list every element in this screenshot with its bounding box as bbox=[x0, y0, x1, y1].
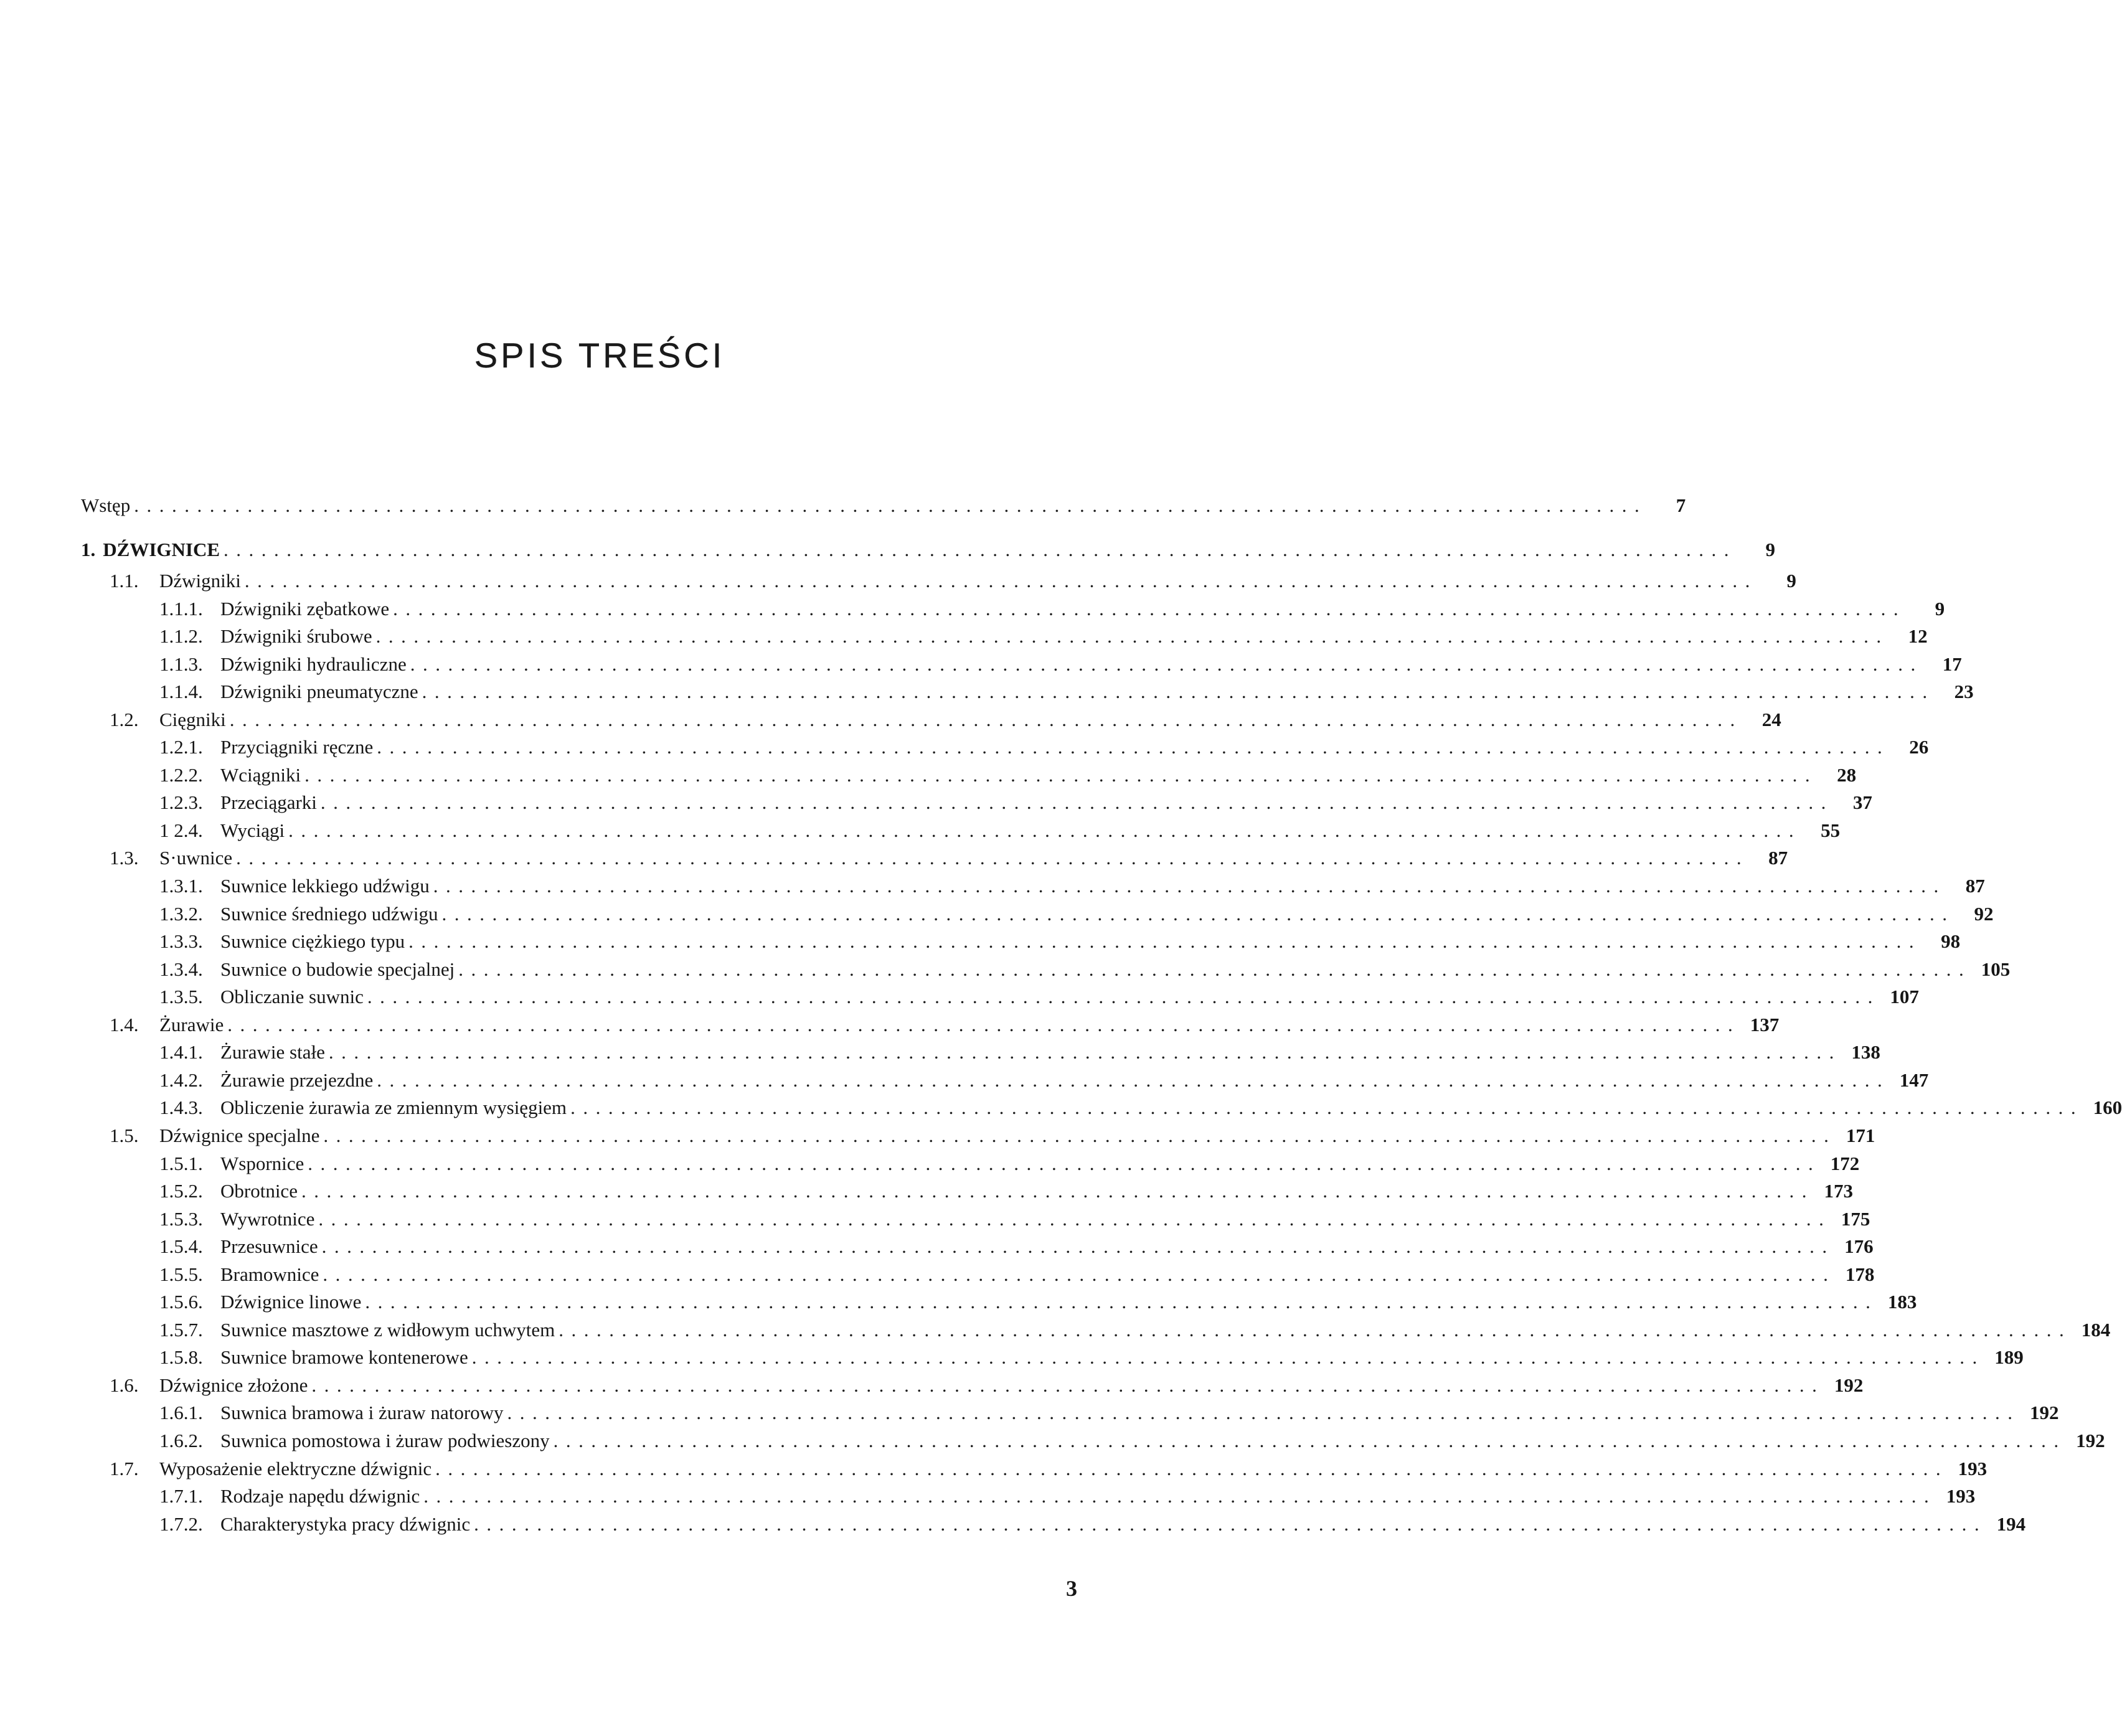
toc-entry bbox=[159, 1234, 1874, 1259]
toc-leader-dots: ........................................................................................................................ bbox=[422, 681, 1935, 702]
toc-entry-title: Dźwigniki hydrauliczne bbox=[220, 653, 407, 675]
toc-entry-title: Przeciągarki bbox=[220, 791, 317, 813]
toc-entry-title: Wywrotnice bbox=[220, 1208, 315, 1230]
toc-leader-dots: ........................................................................................................................ bbox=[375, 625, 1889, 647]
toc-entry-title: Bramownice bbox=[220, 1263, 319, 1285]
toc-entry-page: 171 bbox=[1846, 1125, 1875, 1146]
page-number: 3 bbox=[1066, 1576, 1077, 1601]
toc-entry-title: Dźwigniki pneumatyczne bbox=[220, 681, 418, 702]
toc-entry-number: 1.3.1. bbox=[159, 875, 203, 897]
toc-entry bbox=[159, 652, 1962, 677]
toc-entry-page: 175 bbox=[1841, 1208, 1870, 1230]
toc-entry bbox=[159, 1179, 1853, 1204]
toc-entry-title: Dźwigniki bbox=[159, 570, 241, 592]
toc-entry-number: 1.5.4. bbox=[159, 1235, 203, 1257]
toc-leader-dots: ........................................................................................................................ bbox=[393, 598, 1907, 620]
toc-entry-number: 1.1.4. bbox=[159, 681, 203, 702]
toc-leader-dots: ........................................................................................................................ bbox=[308, 1153, 1821, 1174]
toc-entry bbox=[81, 493, 1686, 518]
toc-entry bbox=[159, 984, 1919, 1009]
toc-entry-title: Wyciągi bbox=[220, 819, 285, 841]
toc-entry-number: 1.7.1. bbox=[159, 1485, 203, 1507]
toc-entry-page: 24 bbox=[1761, 709, 1781, 730]
toc-entry-page: 178 bbox=[1845, 1263, 1875, 1285]
toc-leader-dots: ........................................................................................................................ bbox=[435, 1458, 1949, 1479]
toc-leader-dots: ........................................................................................................................ bbox=[320, 791, 1834, 813]
toc-entry bbox=[159, 790, 1872, 815]
toc-entry bbox=[159, 1345, 2024, 1370]
toc-leader-dots: ........................................................................................................................ bbox=[244, 570, 1758, 592]
toc-entry-number: 1.5.7. bbox=[159, 1319, 203, 1341]
toc-entry-title: Suwnica bramowa i żuraw natorowy bbox=[220, 1402, 504, 1423]
toc-entry-page: 192 bbox=[1834, 1374, 1864, 1396]
toc-entry-page: 17 bbox=[1942, 653, 1962, 675]
toc-entry bbox=[159, 1095, 2122, 1120]
toc-entry bbox=[159, 624, 1928, 649]
toc-leader-dots: ........................................................................................................................ bbox=[323, 1125, 1837, 1146]
toc-entry-title: Przyciągniki ręczne bbox=[220, 736, 374, 758]
toc-entry bbox=[159, 929, 1961, 954]
toc-leader-dots: ........................................................................................................................ bbox=[134, 494, 1648, 516]
toc-leader-dots: ........................................................................................................................ bbox=[433, 875, 1946, 897]
toc-leader-dots: ........................................................................................................................ bbox=[311, 1374, 1825, 1396]
toc-entry-number: 1.4.3. bbox=[159, 1097, 203, 1118]
toc-entry-title: Suwnice ciężkiego typu bbox=[220, 930, 405, 952]
toc-entry bbox=[159, 874, 1985, 899]
toc-entry-title: Rodzaje napędu dźwignic bbox=[220, 1485, 420, 1507]
toc-entry-number: 1.3.2. bbox=[159, 903, 203, 925]
toc-entry-number: 1.2.3. bbox=[159, 791, 203, 813]
toc-entry-title: Dźwigniki zębatkowe bbox=[220, 598, 390, 620]
toc-entry-title: Wstęp bbox=[81, 494, 131, 516]
toc-leader-dots: ........................................................................................................................ bbox=[227, 1014, 1741, 1035]
toc-entry-page: 28 bbox=[1837, 764, 1857, 786]
toc-leader-dots: ........................................................................................................................ bbox=[458, 958, 1972, 980]
toc-entry bbox=[159, 1207, 1870, 1232]
toc-leader-dots: ........................................................................................................................ bbox=[423, 1485, 1937, 1507]
toc-entry-number: 1.2.2. bbox=[159, 764, 203, 786]
toc-entry-number: 1.7.2. bbox=[159, 1513, 203, 1535]
toc-leader-dots: ........................................................................................................................ bbox=[323, 1263, 1836, 1285]
toc-entry-number: 1.3.3. bbox=[159, 930, 203, 952]
toc-entry bbox=[110, 846, 1788, 870]
toc-leader-dots: ........................................................................................................................ bbox=[441, 903, 1955, 925]
toc-leader-dots: ........................................................................................................................ bbox=[410, 653, 1923, 675]
toc-entry-page: 9 bbox=[1935, 598, 1945, 620]
toc-entry-page: 147 bbox=[1899, 1069, 1929, 1091]
toc-entry-page: 105 bbox=[1981, 958, 2011, 980]
toc-entry bbox=[159, 763, 1857, 788]
toc-entry-title: Suwnice lekkiego udźwigu bbox=[220, 875, 430, 897]
toc-entry-page: 98 bbox=[1941, 930, 1961, 952]
toc-leader-dots: ........................................................................................................................ bbox=[553, 1430, 2067, 1451]
toc-entry-title: Suwnice masztowe z widłowym uchwytem bbox=[220, 1319, 555, 1341]
toc-leader-dots: ........................................................................................................................ bbox=[224, 539, 1737, 560]
toc-entry-title: DŹWIGNICE bbox=[103, 539, 220, 560]
toc-leader-dots: ........................................................................................................................ bbox=[507, 1402, 2021, 1423]
toc-entry-page: 138 bbox=[1851, 1041, 1880, 1063]
toc-entry-title: Żurawie bbox=[159, 1014, 224, 1035]
toc-entry-title: Dźwignice linowe bbox=[220, 1291, 362, 1313]
toc-leader-dots: ........................................................................................................................ bbox=[236, 847, 1750, 869]
toc-leader-dots: ........................................................................................................................ bbox=[229, 709, 1743, 730]
toc-entry-page: 23 bbox=[1954, 681, 1974, 702]
toc-entry-title: Żurawie przejezdne bbox=[220, 1069, 374, 1091]
toc-entry-number: 1.1.3. bbox=[159, 653, 203, 675]
toc-entry-number: 1.1. bbox=[110, 570, 139, 592]
toc-entry-number: 1.5.6. bbox=[159, 1291, 203, 1313]
toc-entry-page: 7 bbox=[1676, 494, 1686, 516]
toc-entry-title: Obliczenie żurawia ze zmiennym wysięgiem bbox=[220, 1097, 567, 1118]
toc-entry-page: 192 bbox=[2030, 1402, 2059, 1423]
toc-entry-page: 137 bbox=[1750, 1014, 1780, 1035]
toc-entry-title: Wyposażenie elektryczne dźwignic bbox=[159, 1458, 432, 1479]
toc-entry bbox=[159, 735, 1929, 760]
toc-entry bbox=[159, 902, 1994, 927]
toc-entry bbox=[159, 1318, 2111, 1342]
toc-entry-page: 9 bbox=[1786, 570, 1796, 592]
toc-entry-number: 1.5.2. bbox=[159, 1180, 203, 1202]
toc-entry-page: 176 bbox=[1844, 1235, 1874, 1257]
toc-entry-page: 9 bbox=[1765, 539, 1776, 560]
toc-entry-title: Charakterystyka pracy dźwignic bbox=[220, 1513, 471, 1535]
toc-entry bbox=[110, 1012, 1780, 1037]
toc-entry bbox=[159, 679, 1974, 704]
toc-entry bbox=[110, 568, 1796, 593]
toc-entry-title: Obliczanie suwnic bbox=[220, 986, 364, 1007]
toc-entry-number: 1.7. bbox=[110, 1458, 139, 1479]
toc-leader-dots: ........................................................................................................................ bbox=[318, 1208, 1832, 1230]
toc-entry-number: 1.4. bbox=[110, 1014, 139, 1035]
toc-entry-page: 107 bbox=[1890, 986, 1919, 1007]
toc-entry bbox=[159, 1068, 1929, 1093]
toc-entry-number: 1.6.2. bbox=[159, 1430, 203, 1451]
toc-leader-dots: ........................................................................................................................ bbox=[377, 736, 1890, 758]
toc-entry bbox=[110, 1123, 1875, 1148]
toc-entry-page: 173 bbox=[1824, 1180, 1853, 1202]
toc-entry-number: 1.2.1. bbox=[159, 736, 203, 758]
toc-entry-title: Wciągniki bbox=[220, 764, 301, 786]
toc-entry bbox=[159, 597, 1945, 621]
toc-entry-title: Obrotnice bbox=[220, 1180, 298, 1202]
toc-entry bbox=[159, 1484, 1976, 1509]
toc-entry-title: Dźwignice specjalne bbox=[159, 1125, 320, 1146]
toc-entry-page: 189 bbox=[1994, 1346, 2024, 1368]
toc-entry-number: 1.6. bbox=[110, 1374, 139, 1396]
toc-entry-page: 37 bbox=[1852, 791, 1872, 813]
toc-entry-title: Cięgniki bbox=[159, 709, 226, 730]
toc-leader-dots: ........................................................................................................................ bbox=[570, 1097, 2084, 1118]
toc-leader-dots: ........................................................................................................................ bbox=[304, 764, 1818, 786]
toc-entry-number: 1.6.1. bbox=[159, 1402, 203, 1423]
toc-entry-number: 1.5.3. bbox=[159, 1208, 203, 1230]
toc-entry-page: 87 bbox=[1965, 875, 1985, 897]
toc-entry bbox=[159, 1151, 1860, 1176]
toc-entry-title: Żurawie stałe bbox=[220, 1041, 325, 1063]
toc-entry-title: Suwnice bramowe kontenerowe bbox=[220, 1346, 468, 1368]
toc-leader-dots: ........................................................................................................................ bbox=[321, 1235, 1835, 1257]
toc-entry-number: 1.1.1. bbox=[159, 598, 203, 620]
toc-entry-title: Wspornice bbox=[220, 1153, 304, 1174]
toc-entry-page: 160 bbox=[2093, 1097, 2122, 1118]
toc-entry bbox=[159, 1428, 2105, 1453]
toc-entry-page: 26 bbox=[1909, 736, 1929, 758]
toc-leader-dots: ........................................................................................................................ bbox=[367, 986, 1880, 1007]
toc-entry-number: 1. bbox=[81, 539, 96, 560]
toc-leader-dots: ........................................................................................................................ bbox=[377, 1069, 1890, 1091]
toc-entry-number: 1.3.4. bbox=[159, 958, 203, 980]
toc-entry-title: Suwnica pomostowa i żuraw podwieszony bbox=[220, 1430, 550, 1451]
toc-entry bbox=[159, 1040, 1880, 1065]
toc-leader-dots: ........................................................................................................................ bbox=[474, 1513, 1988, 1535]
toc-entry bbox=[159, 957, 2011, 982]
toc-entry-page: 183 bbox=[1887, 1291, 1917, 1313]
toc-entry-number: 1.5.8. bbox=[159, 1346, 203, 1368]
toc-entry-page: 12 bbox=[1908, 625, 1928, 647]
toc-entry-title: Suwnice średniego udźwigu bbox=[220, 903, 438, 925]
toc-entry bbox=[81, 537, 1776, 562]
toc-entry bbox=[159, 1290, 1917, 1314]
toc-leader-dots: ........................................................................................................................ bbox=[559, 1319, 2072, 1341]
toc-entry-page: 192 bbox=[2076, 1430, 2105, 1451]
toc-entry-number: 1.4.2. bbox=[159, 1069, 203, 1091]
page-title: SPIS TREŚCI bbox=[474, 335, 725, 375]
toc-leader-dots: ........................................................................................................................ bbox=[365, 1291, 1879, 1313]
toc-entry-title: Dźwigniki śrubowe bbox=[220, 625, 372, 647]
toc-entry-number: 1.5. bbox=[110, 1125, 139, 1146]
toc-entry bbox=[110, 707, 1781, 732]
toc-entry-number: 1.3. bbox=[110, 847, 139, 869]
toc-entry-number: 1.5.1. bbox=[159, 1153, 203, 1174]
toc-entry-page: 172 bbox=[1830, 1153, 1860, 1174]
toc-entry-number: 1.3.5. bbox=[159, 986, 203, 1007]
toc-entry bbox=[110, 1373, 1864, 1398]
toc-entry-title: Przesuwnice bbox=[220, 1235, 318, 1257]
toc-entry bbox=[159, 1400, 2059, 1425]
toc-entry bbox=[110, 1456, 1988, 1481]
toc-entry-page: 193 bbox=[1958, 1458, 1988, 1479]
toc-entry-page: 194 bbox=[1996, 1513, 2026, 1535]
toc-entry-title: Suwnice o budowie specjalnej bbox=[220, 958, 455, 980]
toc-entry-title: S·uwnice bbox=[159, 847, 233, 869]
toc-entry-number: 1.2. bbox=[110, 709, 139, 730]
toc-leader-dots: ........................................................................................................................ bbox=[288, 819, 1802, 841]
toc-entry bbox=[159, 1262, 1875, 1287]
toc-entry-number: 1.5.5. bbox=[159, 1263, 203, 1285]
toc-leader-dots: ........................................................................................................................ bbox=[471, 1346, 1985, 1368]
toc-entry-number: 1.1.2. bbox=[159, 625, 203, 647]
toc-leader-dots: ........................................................................................................................ bbox=[328, 1041, 1842, 1063]
toc-entry-page: 55 bbox=[1821, 819, 1841, 841]
toc-entry-page: 184 bbox=[2081, 1319, 2111, 1341]
toc-entry bbox=[159, 818, 1841, 843]
toc-entry-page: 193 bbox=[1946, 1485, 1976, 1507]
toc-entry-page: 92 bbox=[1974, 903, 1994, 925]
toc-entry-number: 1.4.1. bbox=[159, 1041, 203, 1063]
toc-entry-page: 87 bbox=[1768, 847, 1788, 869]
toc-leader-dots: ........................................................................................................................ bbox=[301, 1180, 1814, 1202]
toc-entry bbox=[159, 1512, 2026, 1537]
toc-entry-title: Dźwignice złożone bbox=[159, 1374, 308, 1396]
toc-entry-number: 1 2.4. bbox=[159, 819, 203, 841]
toc-leader-dots: ........................................................................................................................ bbox=[408, 930, 1922, 952]
